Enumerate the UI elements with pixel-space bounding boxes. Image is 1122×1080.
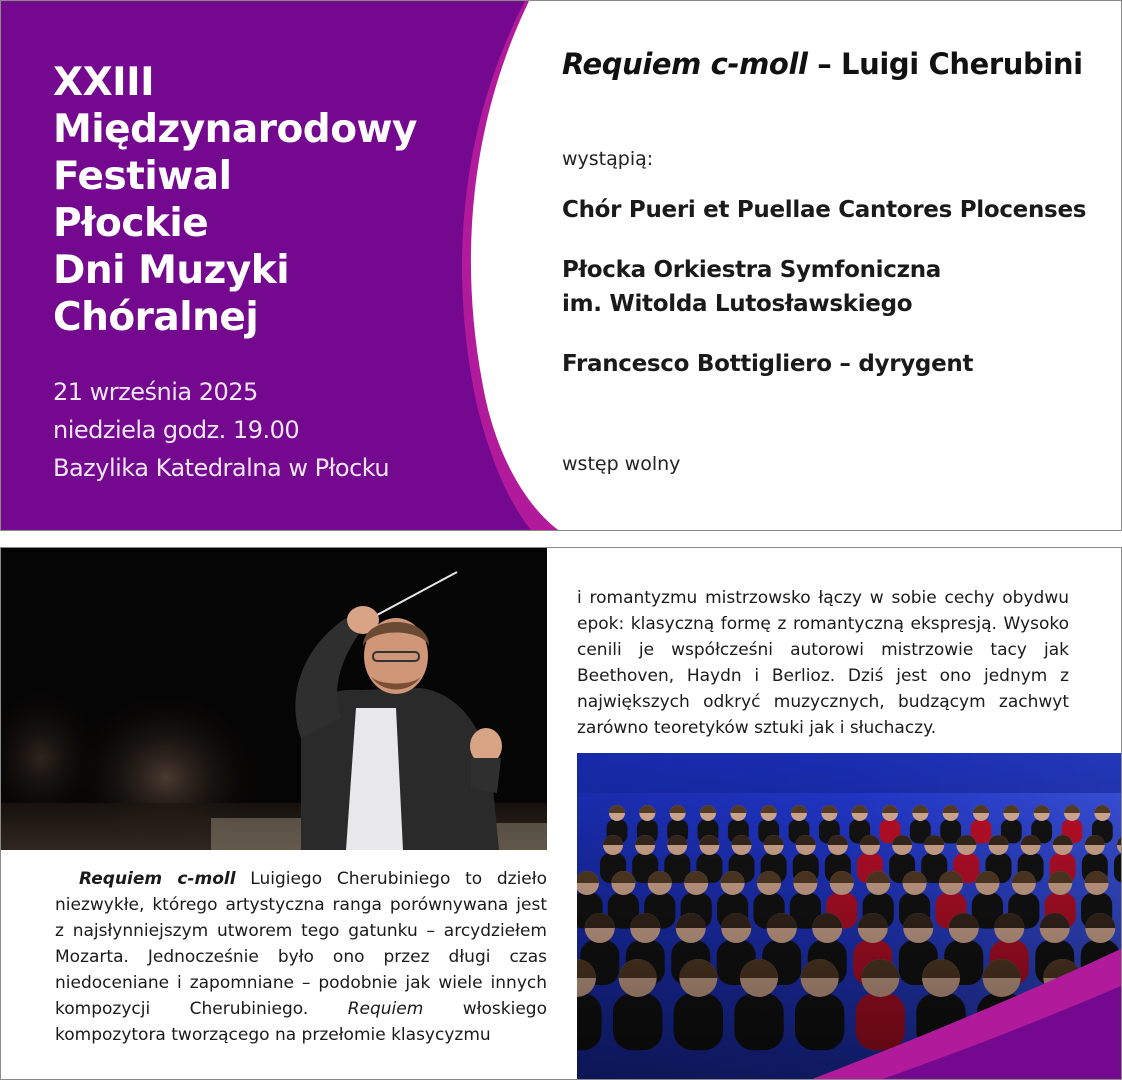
description-part1: Luigiego Cherubiniego to dzieło niezwykłe, którego artystyczna ranga porównywana jest z najsłynniejszym utworem tego gatunku – arcydziełem Mozarta. Jednocześnie było ono przez długi czas niedoceniane i zapomniane – podobnie jak wiele innych kompozycji Cherubiniego. — [55, 869, 547, 1019]
festival-title-line: Dni Muzyki — [53, 248, 290, 293]
festival-title-line: Chóralnej — [53, 295, 259, 340]
description-continuation: i romantyzmu mistrzowsko łączy w sobie cechy obydwu epok: klasyczną formę z romantyczną ekspresją. Wysoko cenili je współcześni autorowi mistrzowie tacy jak Beethoven, Haydn i Berlioz. Dziś jest ono jednym z największych odkryć muzycznych, budzącym zachwyt zarówno teoretyków sztuki jak i słuchaczy. — [577, 588, 1069, 738]
event-date: 21 września 2025 — [53, 378, 258, 406]
event-day-time: niedziela godz. 19.00 — [53, 416, 300, 444]
description-part2: włoskiego kompozytora tworzącego na przełomie klasycyzmu — [55, 999, 547, 1045]
conductor-photo — [1, 548, 547, 850]
work-composer: – Luigi Cherubini — [807, 47, 1083, 81]
festival-title-line: Festiwal — [53, 154, 232, 199]
choir-photo — [577, 753, 1122, 1080]
description-lead: Requiem c-moll — [79, 869, 236, 889]
description-text — [55, 866, 547, 1048]
performers-label: wystąpią: — [562, 148, 654, 170]
festival-title-line: XXIII — [53, 60, 155, 105]
event-venue: Bazylika Katedralna w Płocku — [53, 454, 390, 482]
conductor-photo-illustration — [1, 548, 547, 850]
concert-info-panel — [0, 0, 1122, 531]
performer-orchestra: Płocka Orkiestra Symfoniczna — [562, 257, 941, 283]
festival-title-line: Płockie — [53, 201, 209, 246]
work-title-name: Requiem c-moll — [562, 47, 808, 81]
work-title — [562, 47, 1083, 81]
event-details — [53, 373, 389, 487]
choir-photo-illustration — [577, 753, 1122, 1080]
performer-conductor: Francesco Bottigliero – dyrygent — [562, 351, 974, 377]
description-italic-word: Requiem — [347, 999, 424, 1019]
performer-orchestra-patron: im. Witolda Lutosławskiego — [562, 291, 913, 317]
festival-title — [53, 59, 417, 341]
admission-note: wstęp wolny — [562, 453, 681, 475]
festival-title-line: Międzynarodowy — [53, 107, 417, 152]
description-panel — [0, 547, 1122, 1080]
performer-choir: Chór Pueri et Puellae Cantores Plocenses — [562, 197, 1087, 223]
